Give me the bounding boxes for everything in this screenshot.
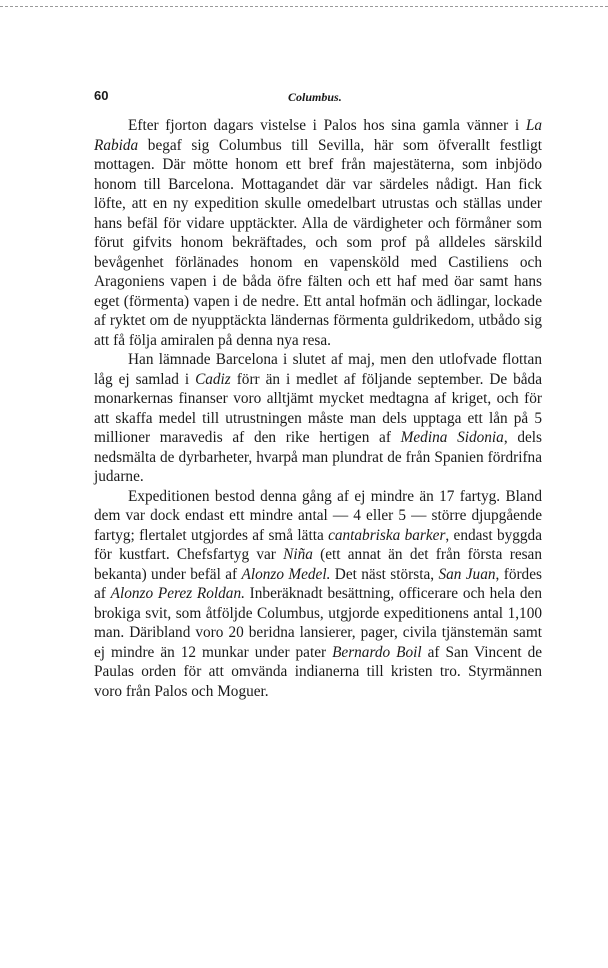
text-segment: Han lämnade Barcelona i slutet af maj, men den utlofvade flottan låg ej samlad i — [94, 351, 542, 388]
text-segment: begaf sig Columbus till Sevilla, här som öfverallt festligt mottagen. Där mötte honom ett bref från majestäterna, som inbjödo honom till Barcelona. Mottagandet där var särdeles nådigt. Han fick löfte, att en ny expedition skulle omedelbart utrustas och ställas under hans befäl för vidare upptäckter. Alla de värdigheter och förmåner som förut gifvits honom bekräftades, och som prof på alldeles särskild bevågenhet förlänades honom en vapensköld med Castiliens och Aragoniens vapen i de båda öfre fälten och ett haf med öar samt hans eget (förmenta) vapen i de nedre. Ett antal hofmän och ädlingar, lockade af ryktet om de nyupptäckta ländernas förmenta guldrikedom, utbådo sig att få följa amiralen på denna nya resa. — [94, 136, 542, 349]
text-segment: af San Vincent de Paulas orden för att omvända indianerna till kristen tro. Styrmännen voro från Palos och Moguer. — [94, 643, 543, 700]
running-head: Columbus. — [288, 90, 342, 104]
text-segment: , fördes af — [94, 565, 542, 602]
italic-text-segment: cantabriska barker — [328, 526, 446, 544]
paragraph — [94, 350, 542, 487]
text-segment: förr än i medlet af följande september. De båda monarkernas finanser voro alltjämt mycket medtagna af kriget, och för att skaffa medel till utrustningen måste man dels upptaga ett lån på 5 millioner maravedis af den rike hertigen af — [94, 370, 542, 446]
page-number: 60 — [94, 88, 109, 103]
italic-text-segment: Niña — [283, 546, 313, 563]
text-segment: Det näst största, — [330, 565, 439, 583]
italic-text-segment: Alonzo Medel. — [241, 565, 331, 583]
paragraph — [94, 116, 542, 350]
italic-text-segment: Medina Sidonia — [400, 429, 504, 446]
text-segment: Inberäknadt besättning, officerare och hela den brokiga svit, som åtföljde Columbus, utgjorde expeditionens antal 1,100 man. Däribland voro 20 beridna lansierer, pager, civila tjänstemän samt ej mindre än 12 munkar under pater — [94, 585, 542, 661]
italic-text-segment: Cadiz — [195, 370, 231, 388]
text-segment: Expeditionen bestod denna gång af ej mindre än 17 fartyg. Bland dem var dock endast ett mindre antal — 4 eller 5 — större djupgående fartyg; flertalet utgjordes af små lätta — [94, 487, 542, 544]
body-text — [94, 116, 542, 701]
italic-text-segment: Alonzo Perez Roldan. — [110, 585, 245, 602]
italic-text-segment: San Juan — [438, 565, 496, 583]
text-segment: Efter fjorton dagars vistelse i Palos hos sina gamla vänner i — [128, 117, 526, 134]
text-segment: , dels nedsmälta de dyrbarheter, hvarpå man plundrat de från Spanien fördrifna judarne. — [94, 429, 542, 485]
italic-text-segment: La Rabida — [94, 117, 542, 154]
text-segment: , endast byggda för kustfart. Chefsfartyg var — [94, 526, 542, 563]
text-segment: (ett annat än det från första resan bekanta) under befäl af — [94, 546, 542, 583]
page-header — [94, 88, 542, 108]
italic-text-segment: Bernardo Boil — [332, 643, 422, 661]
paragraph — [94, 487, 542, 702]
top-scan-rule — [0, 6, 608, 7]
